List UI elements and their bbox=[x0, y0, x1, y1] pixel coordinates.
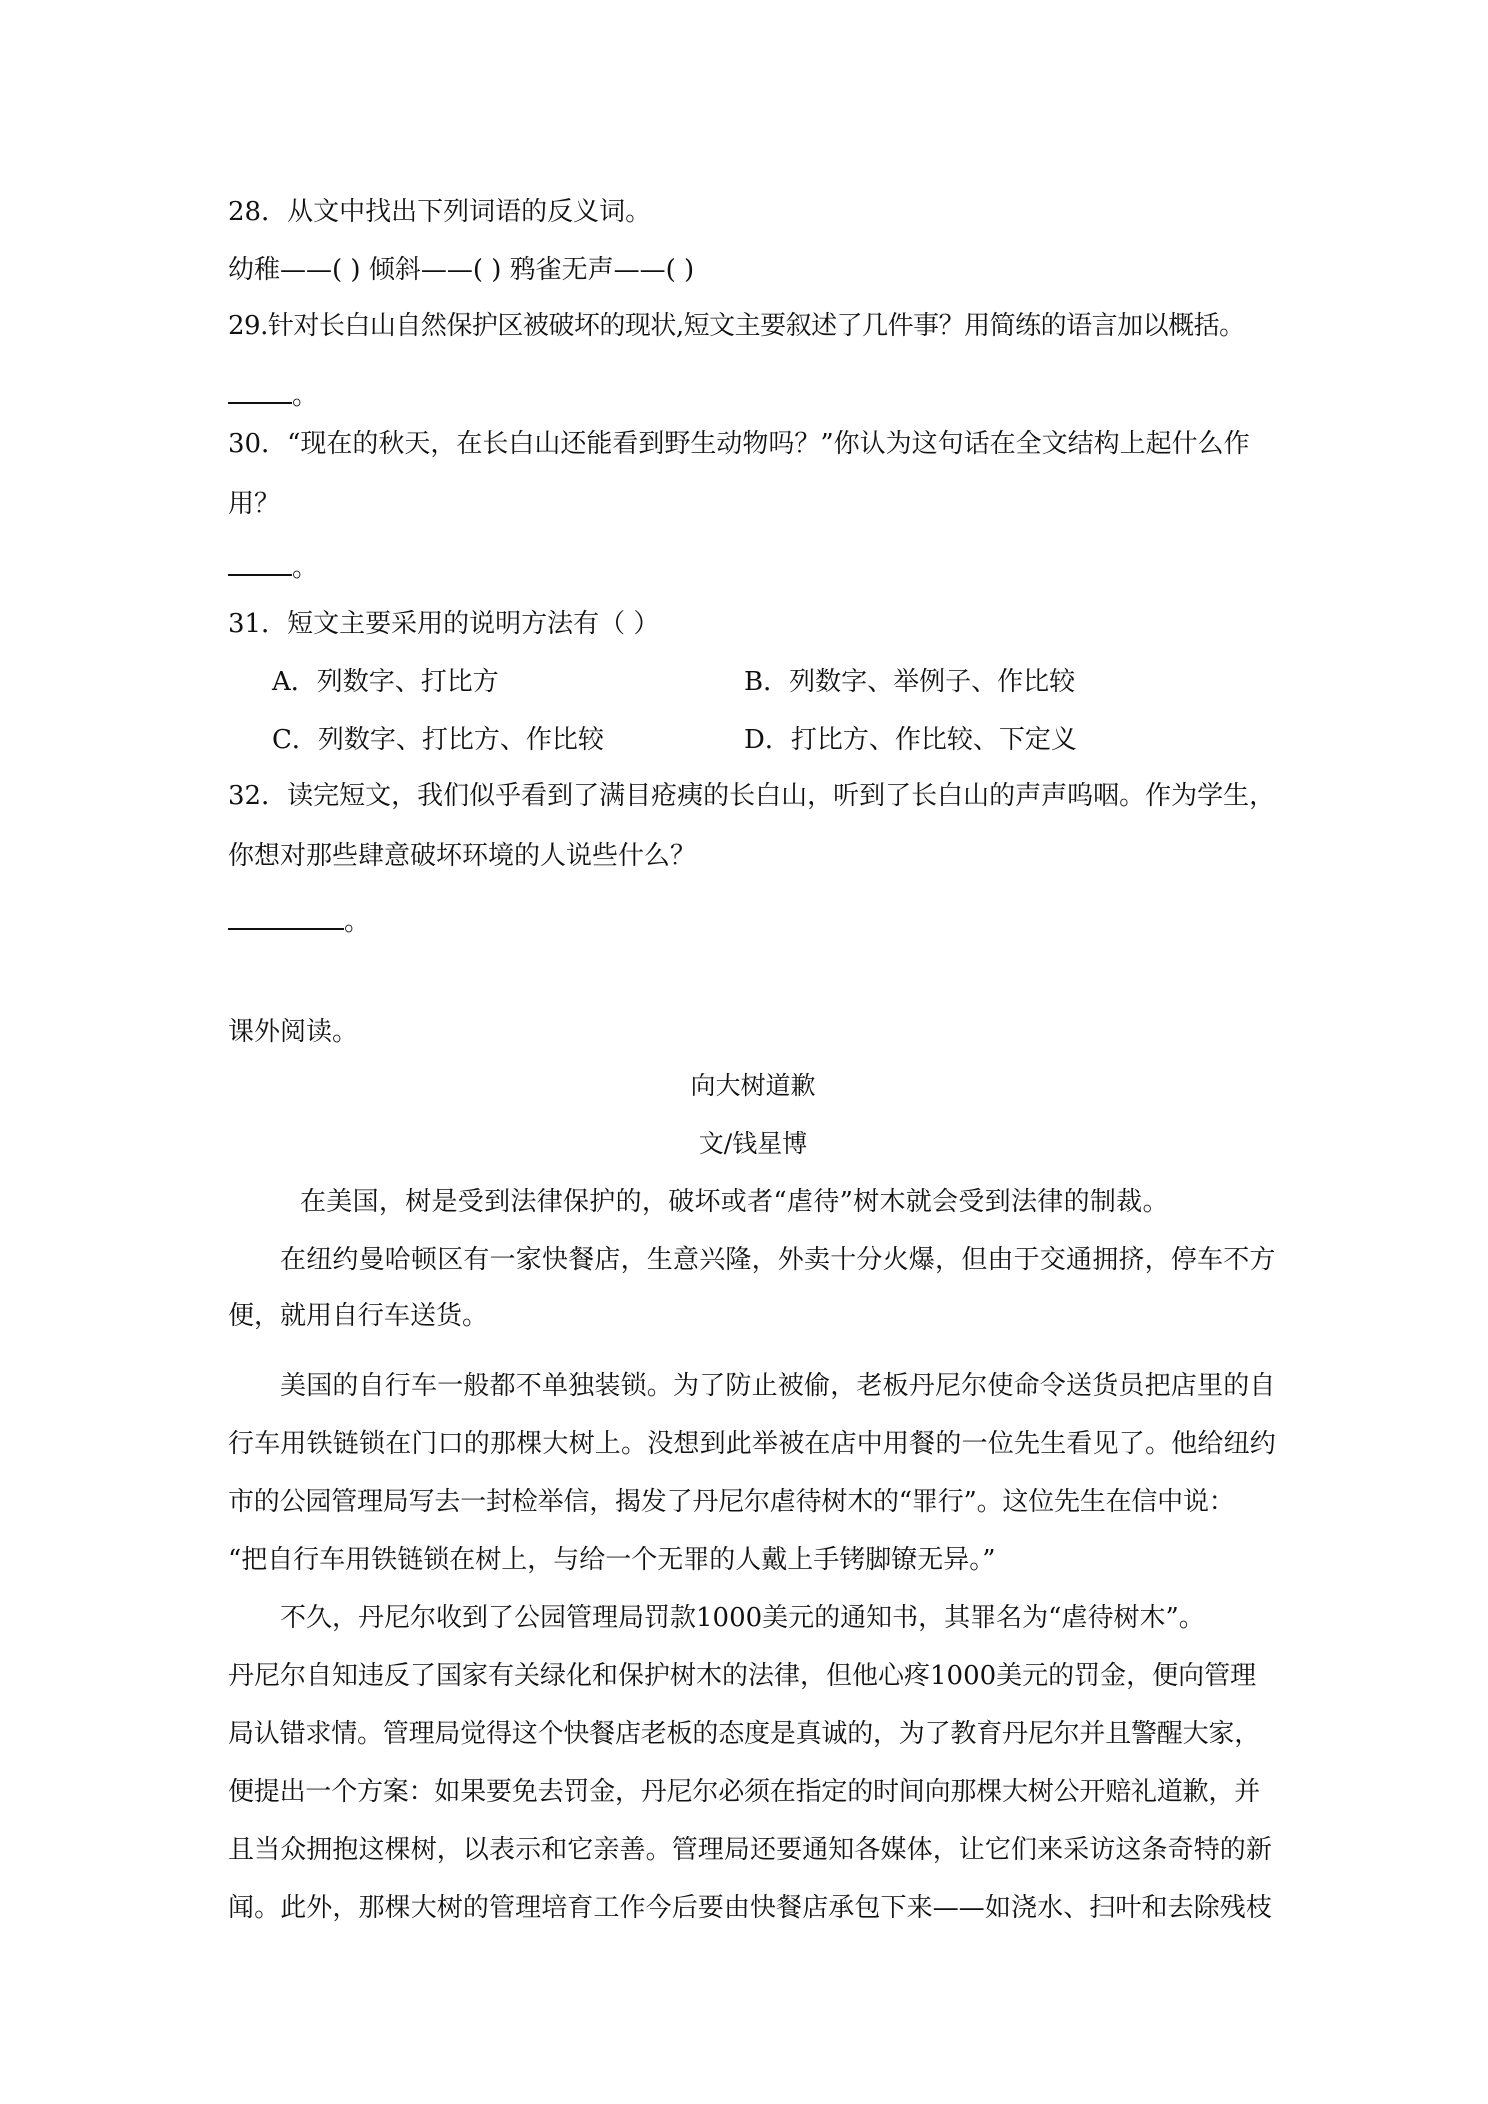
passage-p3-line1: 美国的自行车一般都不单独装锁。为了防止被偷，老板丹尼尔使命令送货员把店里的自 bbox=[280, 1371, 1276, 1401]
passage-paragraph-1: 在美国，树是受到法律保护的，破坏或者“虐待”树木就会受到法律的制裁。 bbox=[300, 1187, 1169, 1217]
passage-p4-line4: 便提出一个方案：如果要免去罚金，丹尼尔必须在指定的时间向那棵大树公开赔礼道歉，并 bbox=[228, 1777, 1261, 1807]
section-heading: 课外阅读。 bbox=[228, 1017, 359, 1047]
passage-p3-line2: 行车用铁链锁在门口的那棵大树上。没想到此举被在店中用餐的一位先生看见了。他给纽约 bbox=[228, 1429, 1277, 1459]
q32-prompt-line2: 你想对那些肆意破坏环境的人说些什么？ bbox=[228, 841, 697, 871]
q31-option-a[interactable]: A．列数字、打比方 bbox=[272, 667, 499, 697]
passage-author: 文/钱星博 bbox=[698, 1129, 808, 1158]
q30-answer bbox=[228, 548, 1278, 588]
passage-p2-line2: 便，就用自行车送货。 bbox=[228, 1301, 489, 1331]
passage-p3-line4: “把自行车用铁链锁在树上，与给一个无罪的人戴上手铐脚镣无异。” bbox=[228, 1545, 996, 1575]
q32-answer-blank[interactable] bbox=[228, 904, 344, 930]
q30-blank-suffix: 。 bbox=[292, 553, 319, 583]
q32-blank-suffix: 。 bbox=[344, 907, 371, 937]
q31-option-b[interactable]: B．列数字、举例子、作比较 bbox=[744, 667, 1076, 697]
q31-option-c[interactable]: C．列数字、打比方、作比较 bbox=[272, 725, 604, 755]
q29-prompt: 29.针对长白山自然保护区被破坏的现状,短文主要叙述了几件事？用简练的语言加以概括。 bbox=[228, 311, 1245, 341]
q30-prompt-line2: 用？ bbox=[228, 489, 281, 519]
q29-answer-blank[interactable] bbox=[228, 378, 292, 404]
passage-p4-line6: 闻。此外，那棵大树的管理培育工作今后要由快餐店承包下来——如浇水、扫叶和去除残枝 bbox=[228, 1893, 1273, 1923]
q30-answer-blank[interactable] bbox=[228, 550, 292, 576]
q30-prompt-line1: 30．“现在的秋天，在长白山还能看到野生动物吗？”你认为这句话在全文结构上起什么作 bbox=[228, 429, 1250, 459]
passage-p4-line5: 且当众拥抱这棵树，以表示和它亲善。管理局还要通知各媒体，让它们来采访这条奇特的新 bbox=[228, 1835, 1273, 1865]
q31-option-d[interactable]: D．打比方、作比较、下定义 bbox=[744, 725, 1077, 755]
q32-answer bbox=[228, 902, 1278, 942]
q28-prompt: 28．从文中找出下列词语的反义词。 bbox=[228, 197, 652, 227]
passage-p2-line1: 在纽约曼哈顿区有一家快餐店，生意兴隆，外卖十分火爆，但由于交通拥挤，停车不方 bbox=[280, 1245, 1276, 1275]
q32-prompt-line1: 32．读完短文，我们似乎看到了满目疮痍的长白山，听到了长白山的声声呜咽。作为学生， bbox=[228, 781, 1276, 811]
passage-p4-line1: 不久，丹尼尔收到了公园管理局罚款1000美元的通知书，其罪名为“虐待树木”。 bbox=[280, 1603, 1205, 1633]
passage-p4-line3: 局认错求情。管理局觉得这个快餐店老板的态度是真诚的，为了教育丹尼尔并且警醒大家， bbox=[228, 1719, 1261, 1749]
passage-p3-line3: 市的公园管理局写去一封检举信，揭发了丹尼尔虐待树木的“罪行”。这位先生在信中说： bbox=[228, 1487, 1235, 1517]
q29-answer bbox=[228, 376, 1278, 416]
q28-answer-line: 幼稚——( ) 倾斜——( ) 鸦雀无声——( ) bbox=[228, 255, 695, 285]
q29-blank-suffix: 。 bbox=[292, 381, 319, 411]
passage-p4-line2: 丹尼尔自知违反了国家有关绿化和保护树木的法律，但他心疼1000美元的罚金，便向管理 bbox=[228, 1661, 1257, 1691]
q31-prompt: 31．短文主要采用的说明方法有（ ） bbox=[228, 609, 660, 639]
passage-title: 向大树道歉 bbox=[690, 1071, 816, 1100]
